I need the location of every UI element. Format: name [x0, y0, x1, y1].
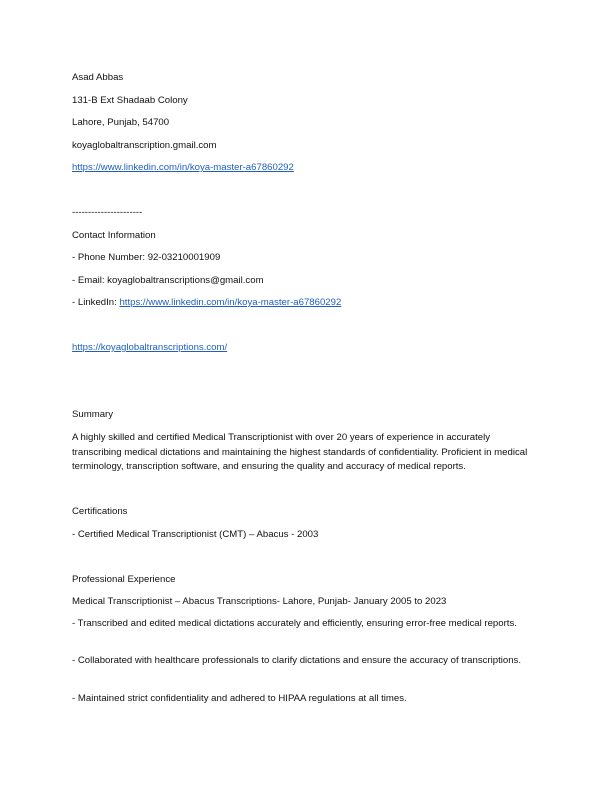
- address-line-2: Lahore, Punjab, 54700: [72, 117, 170, 128]
- header-linkedin-link[interactable]: https://www.linkedin.com/in/koya-master-a67860292: [72, 162, 294, 173]
- certification-item: - Certified Medical Transcriptionist (CMT) – Abacus - 2003: [72, 529, 319, 540]
- contact-linkedin-label: - LinkedIn:: [72, 297, 120, 308]
- summary-text: A highly skilled and certified Medical Transcriptionist with over 20 years of experience in accurately transcribing medical dictations and maintaining the highest standards of confidentiality. Proficient in medical terminology, transcription software, and ensuring the quality and accuracy of medical reports.: [72, 432, 528, 473]
- experience-bullet: - Collaborated with healthcare professionals to clarify dictations and ensure the accuracy of transcriptions.: [72, 655, 522, 666]
- address-line-1: 131-B Ext Shadaab Colony: [72, 95, 188, 106]
- contact-linkedin-link[interactable]: https://www.linkedin.com/in/koya-master-a67860292: [119, 297, 342, 308]
- header-email: koyaglobaltranscription.gmail.com: [72, 140, 217, 151]
- header-linkedin: [72, 161, 294, 176]
- contact-linkedin: [72, 296, 341, 311]
- experience-bullet: - Maintained strict confidentiality and adhered to HIPAA regulations at all times.: [72, 693, 407, 704]
- applicant-name: Asad Abbas: [72, 72, 124, 83]
- certifications-heading: Certifications: [72, 506, 128, 517]
- experience-role: Medical Transcriptionist – Abacus Transcriptions- Lahore, Punjab- January 2005 to 2023: [72, 596, 447, 607]
- website-line: [72, 341, 227, 356]
- experience-heading: Professional Experience: [72, 574, 176, 585]
- contact-heading: Contact Information: [72, 230, 156, 241]
- experience-bullet: - Transcribed and edited medical dictations accurately and efficiently, ensuring error-free medical reports.: [72, 618, 517, 629]
- contact-phone: - Phone Number: 92-03210001909: [72, 252, 221, 263]
- section-divider: ----------------------: [72, 207, 143, 218]
- contact-email: - Email: koyaglobaltranscriptions@gmail.com: [72, 275, 264, 286]
- website-link[interactable]: https://koyaglobaltranscriptions.com/: [72, 342, 228, 353]
- summary-heading: Summary: [72, 409, 114, 420]
